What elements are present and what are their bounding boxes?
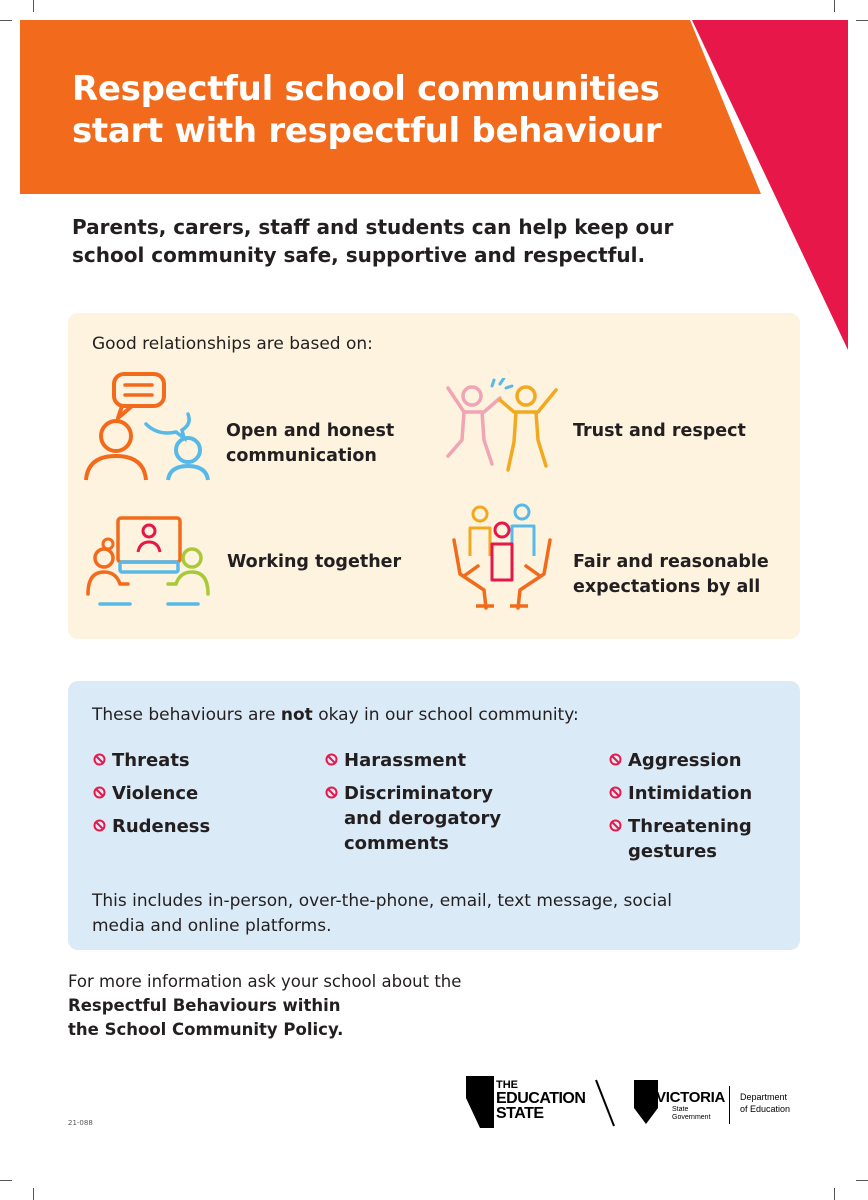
not-okay-heading: These behaviours are not okay in our school community: [92,705,579,725]
logo-divider [729,1086,730,1124]
behaviour-item: Threatening gestures [609,814,752,864]
prohibited-icon [93,753,106,766]
meeting-icon [80,514,218,612]
crop-mark [0,20,12,21]
prohibited-icon [609,753,622,766]
document-code: 21-088 [68,1119,93,1127]
behaviour-item: Intimidation [609,781,752,806]
victoria-logo-text: VICTORIA State Government [656,1089,725,1121]
prohibited-icon [93,819,106,832]
behaviour-item: Threats [93,748,190,773]
department-name: Department of Education [740,1092,791,1114]
page-title: Respectful school communities start with respectful behaviour [72,69,662,151]
crop-mark [856,20,868,21]
crop-mark [33,1188,34,1200]
more-information-text: For more information ask your school about the Respectful Behaviours within the School Community Policy. [68,972,462,1039]
support-hands-icon [450,500,554,612]
prohibited-icon [325,786,338,799]
prohibited-icon [93,786,106,799]
good-item-trust: Trust and respect [573,421,746,441]
behaviour-item: Harassment [325,748,466,773]
communication-icon [78,372,218,484]
behaviour-item: Discriminatory and derogatory comments [325,781,501,856]
crop-mark [856,1180,868,1181]
good-relationships-heading: Good relationships are based on: [92,334,373,354]
good-item-fair-expectations: Fair and reasonable expectations by all [573,552,769,597]
prohibited-icon [325,753,338,766]
crop-mark [33,0,34,12]
crop-mark [834,0,835,12]
high-five-icon [434,378,564,484]
behaviour-item: Rudeness [93,814,210,839]
behaviour-item: Aggression [609,748,742,773]
behaviour-item: Violence [93,781,198,806]
crop-mark [834,1188,835,1200]
intro-text: Parents, carers, staff and students can help keep our school community safe, supportive and respectful. [72,215,674,267]
victoria-logo-icon [634,1078,658,1126]
good-item-working-together: Working together [227,552,402,572]
crop-mark [0,1180,12,1181]
good-item-communication: Open and honest communication [226,421,395,466]
prohibited-icon [609,819,622,832]
includes-text: This includes in-person, over-the-phone, email, text message, social media and online platforms. [92,891,673,936]
prohibited-icon [609,786,622,799]
education-state-logo-text: THE EDUCATION STATE [496,1079,586,1122]
